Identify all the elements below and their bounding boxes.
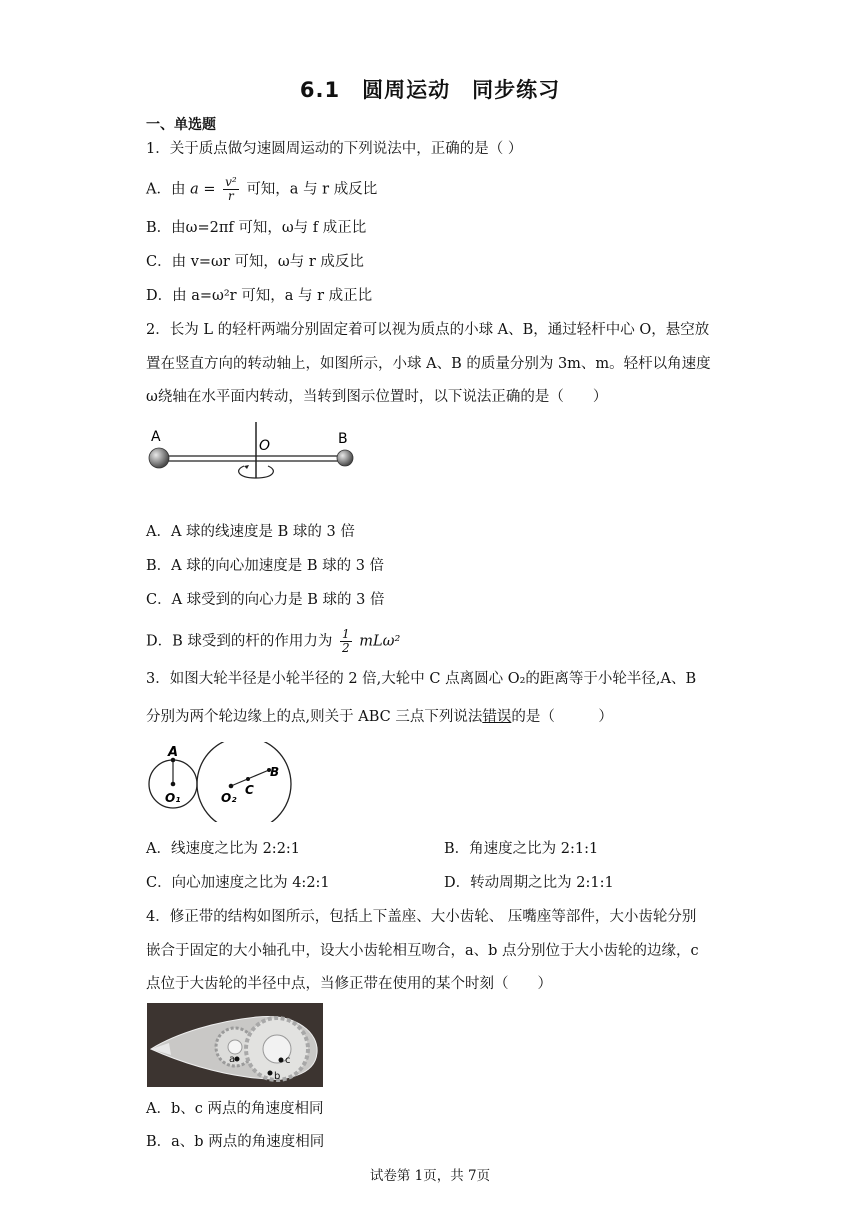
- q4-stem-line3: 点位于大齿轮的半径中点，当修正带在使用的某个时刻（ ）: [146, 976, 552, 992]
- label-c: C: [245, 783, 254, 797]
- point-c: [279, 1058, 284, 1063]
- q1-option-b: B．由ω=2πf 可知，ω与 f 成正比: [146, 220, 367, 236]
- rotation-arrow-head: [244, 465, 249, 469]
- label-o2: O₂: [221, 791, 237, 805]
- q2-stem-line1: 2．长为 L 的轻杆两端分别固定着可以视为质点的小球 A、B，通过轻杆中心 O，悬空放: [146, 322, 710, 338]
- q4-stem-line1: 4．修正带的结构如图所示，包括上下盖座、大小齿轮、 压嘴座等部件，大小齿轮分别: [146, 909, 697, 925]
- q4-stem-line2: 嵌合于固定的大小轴孔中，设大小齿轮相互吻合，a、b 点分别位于大小齿轮的边缘，c: [146, 943, 699, 959]
- q1-option-a-fraction: [223, 176, 239, 203]
- q3-option-d: D．转动周期之比为 2:1:1: [444, 875, 614, 891]
- label-b: b: [274, 1071, 281, 1082]
- label-o1: O₁: [165, 791, 181, 805]
- q1-option-a-prefix: A．由: [146, 181, 186, 198]
- page-title: 6.1 圆周运动 同步练习: [299, 78, 561, 102]
- small-gear-hub: [228, 1040, 242, 1054]
- label-b: B: [270, 765, 280, 779]
- q2-stem-line2: 置在竖直方向的转动轴上，如图所示，小球 A、B 的质量分别为 3m、m。轻杆以角速度: [146, 356, 711, 372]
- q2-option-b: B．A 球的向心加速度是 B 球的 3 倍: [146, 558, 385, 574]
- point-o2: [229, 784, 234, 789]
- fraction-denominator: r: [228, 189, 234, 203]
- q2-option-c: C．A 球受到的向心力是 B 球的 3 倍: [146, 592, 385, 608]
- q1-stem: 1．关于质点做匀速圆周运动的下列说法中，正确的是（ ）: [146, 141, 523, 157]
- q3-stem-line2-pre: 分别为两个轮边缘上的点,则关于 ABC 三点下列说法: [146, 709, 483, 725]
- q2-stem-line3: ω绕轴在水平面内转动，当转到图示位置时，以下说法正确的是（ ）: [146, 389, 608, 405]
- q4-option-a: A．b、c 两点的角速度相同: [146, 1101, 324, 1117]
- q3-stem-underlined-word: 错误: [482, 709, 512, 725]
- point-c: [246, 777, 250, 781]
- q1-option-c: C．由 v=ωr 可知，ω与 r 成反比: [146, 254, 364, 270]
- q3-option-c: C．向心加速度之比为 4:2:1: [146, 875, 330, 891]
- label-o: O: [259, 438, 271, 454]
- q3-stem-line1: 3．如图大轮半径是小轮半径的 2 倍,大轮中 C 点离圆心 O₂的距离等于小轮半径,A、B: [146, 671, 697, 687]
- q3-stem-line2: [146, 707, 613, 727]
- q1-option-d: D．由 a=ω²r 可知，a 与 r 成正比: [146, 288, 373, 304]
- q4-correction-tape-photo: [147, 1003, 323, 1087]
- label-a: a: [229, 1054, 236, 1065]
- section-heading: 一、单选题: [146, 117, 216, 133]
- large-wheel: [197, 742, 291, 822]
- q2-option-d: [146, 628, 400, 655]
- q2-option-d-fraction: [340, 628, 352, 655]
- point-a: [235, 1057, 240, 1062]
- point-o1: [171, 782, 176, 787]
- label-c: c: [285, 1055, 291, 1066]
- q3-option-b: B．角速度之比为 2:1:1: [444, 841, 599, 857]
- q2-option-d-suffix: mLω²: [359, 633, 401, 650]
- q2-option-d-prefix: D．B 球受到的杆的作用力为: [146, 633, 333, 650]
- label-a: A: [151, 429, 161, 445]
- q3-option-a: A．线速度之比为 2:2:1: [146, 841, 301, 857]
- q3-wheels-figure: [143, 742, 303, 822]
- q1-option-a-formula: a =: [190, 181, 216, 198]
- q1-option-a-suffix: 可知，a 与 r 成反比: [246, 181, 378, 198]
- q3-stem-line2-post: 的是（ ）: [511, 709, 613, 725]
- q2-option-a: A．A 球的线速度是 B 球的 3 倍: [146, 524, 355, 540]
- q2-rod-figure: [140, 420, 370, 490]
- label-b: B: [338, 431, 348, 447]
- fraction-numerator: v²: [225, 175, 237, 189]
- fraction-numerator: 1: [342, 627, 350, 641]
- q4-option-b: B．a、b 两点的角速度相同: [146, 1134, 325, 1150]
- fraction-denominator: 2: [342, 641, 350, 655]
- page-footer: 试卷第 1页，共 7页: [369, 1168, 491, 1184]
- ball-a: [149, 448, 169, 468]
- label-a: A: [168, 745, 179, 760]
- ball-b: [337, 450, 353, 466]
- q1-option-a: [146, 176, 377, 203]
- point-b: [268, 1071, 273, 1076]
